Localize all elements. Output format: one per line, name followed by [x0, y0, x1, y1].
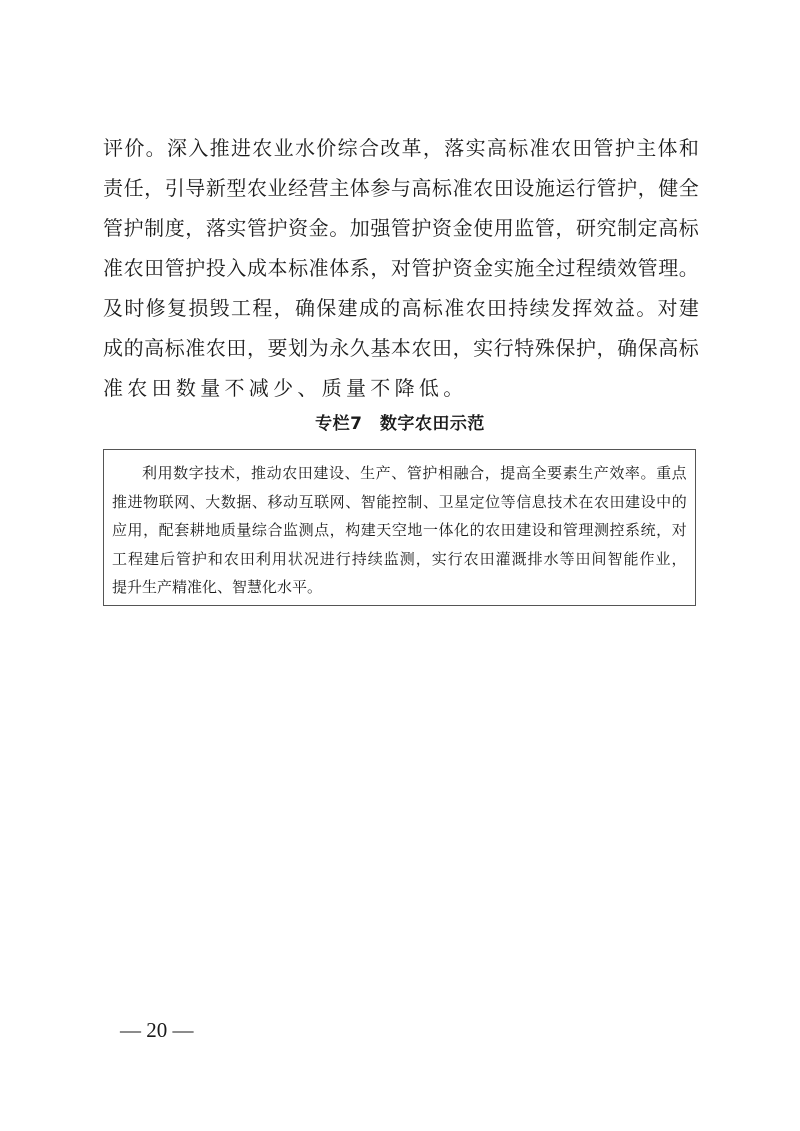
box-line: 工 程 建 后 管 护 和 农 田 利 用 状 况 进 行 持 续 监 测 ， 实 行 农 田 灌 溉 排 水 等 田 间 智 能 作 业 ， [112, 549, 687, 568]
box-title: 专栏7 数字农田示范 [315, 414, 485, 434]
page-number: — 20 — [120, 1018, 194, 1042]
paragraph-line: 责 任 ， 引 导 新 型 农 业 经 营 主 体 参 与 高 标 准 农 田 设 施 运 行 管 护 ， 健 全 [103, 176, 699, 200]
paragraph-line: 成 的 高 标 准 农 田 ， 要 划 为 永 久 基 本 农 田 ， 实 行 特 殊 保 护 ， 确 保 高 标 [103, 336, 699, 360]
box-line: 提升生产精准化、智慧化水平。 [112, 578, 323, 596]
box-line: 利 用 数 字 技 术 ， 推 动 农 田 建 设 、 生 产 、 管 护 相 融 合 ， 提 高 全 要 素 生 产 效 率 。 重 点 [142, 464, 687, 482]
body-paragraph [103, 128, 699, 408]
box-line: 推 进 物 联 网 、 大 数 据 、 移 动 互 联 网 、 智 能 控 制 、 卫 星 定 位 等 信 息 技 术 在 农 田 建 设 中 的 [112, 492, 687, 511]
feature-box [103, 449, 696, 606]
paragraph-line: 准农田数量不减少、质量不降低。 [103, 376, 468, 400]
paragraph-line: 管 护 制 度 ， 落 实 管 护 资 金 。 加 强 管 护 资 金 使 用 监 管 ， 研 究 制 定 高 标 [103, 216, 699, 240]
paragraph-line: 评 价 。 深 入 推 进 农 业 水 价 综 合 改 革 ， 落 实 高 标 准 农 田 管 护 主 体 和 [103, 136, 699, 160]
paragraph-line: 准 农 田 管 护 投 入 成 本 标 准 体 系 ， 对 管 护 资 金 实 施 全 过 程 绩 效 管 理 。 [103, 256, 699, 280]
box-line: 应 用 ， 配 套 耕 地 质 量 综 合 监 测 点 ， 构 建 天 空 地 一 体 化 的 农 田 建 设 和 管 理 测 控 系 统 ， 对 [112, 521, 687, 539]
paragraph-line: 及 时 修 复 损 毁 工 程 ， 确 保 建 成 的 高 标 准 农 田 持 续 发 挥 效 益 。 对 建 [103, 296, 699, 320]
